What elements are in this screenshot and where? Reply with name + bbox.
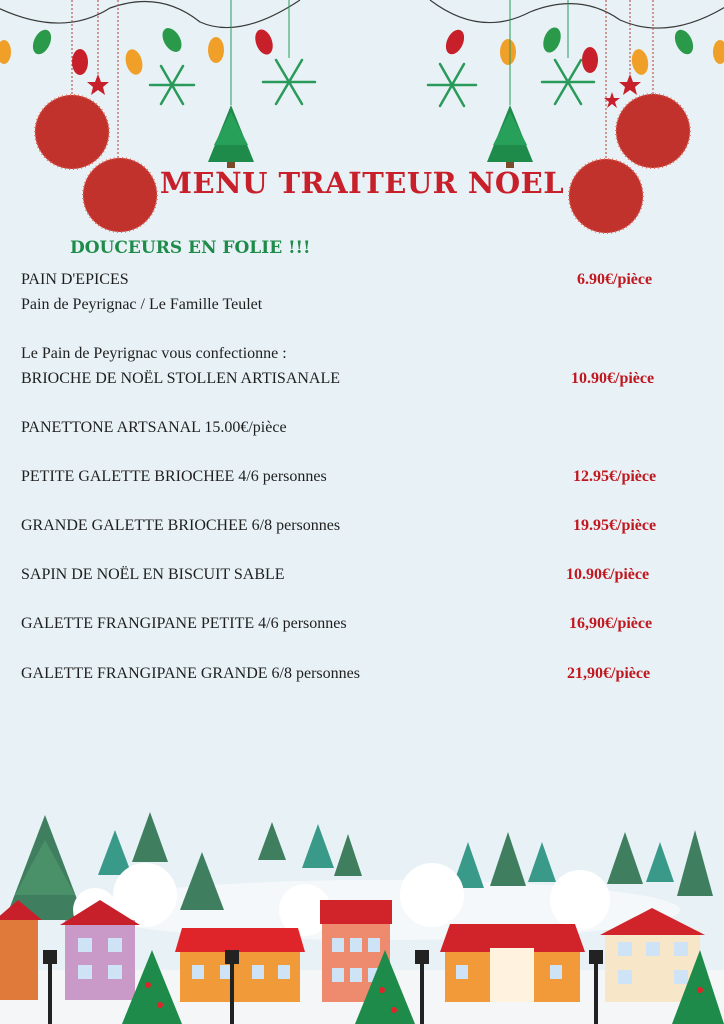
menu-item-name: GRANDE GALETTE BRIOCHEE 6/8 personnes: [21, 517, 341, 534]
christmas-tree-icon: [208, 0, 533, 168]
menu-item-name: BRIOCHE DE NOËL STOLLEN ARTISANALE: [21, 370, 341, 387]
light-string-left: [0, 0, 300, 28]
menu-item-price: 19.95€/pièce: [573, 517, 657, 534]
menu-item-name: SAPIN DE NOËL EN BISCUIT SABLE: [21, 566, 285, 583]
menu-item-price: 6.90€/pièce: [577, 271, 653, 288]
menu-item-price: 10.90€/pièce: [571, 370, 655, 387]
supplier-note: Le Pain de Peyrignac vous confectionne :: [21, 345, 287, 362]
christmas-lights-icon: [0, 25, 724, 77]
menu-item-price: 12.95€/pièce: [573, 468, 657, 485]
village-illustration: [0, 800, 724, 1024]
light-string-right: [430, 0, 724, 28]
menu-item-price: 16,90€/pièce: [569, 615, 653, 632]
menu-subtitle: DOUCEURS EN FOLIE !!!: [70, 238, 311, 258]
ornament-ball-icon: [35, 94, 690, 233]
menu-item-name: GALETTE FRANGIPANE PETITE 4/6 personnes: [21, 615, 347, 632]
menu-title: MENU TRAITEUR NOEL: [159, 166, 565, 200]
menu-item-name: PAIN D'EPICES: [21, 271, 129, 288]
menu-item-price: 21,90€/pièce: [567, 665, 651, 682]
menu-item-name: PANETTONE ARTSANAL 15.00€/pièce: [21, 419, 287, 436]
menu-item-name: GALETTE FRANGIPANE GRANDE 6/8 personnes: [21, 665, 360, 682]
snowflake-icon: [150, 60, 594, 106]
top-decoration: [0, 0, 724, 240]
menu-item-price: 10.90€/pièce: [566, 566, 650, 583]
menu-item-name: PETITE GALETTE BRIOCHEE 4/6 personnes: [21, 468, 327, 485]
supplier-line: Pain de Peyrignac / Le Famille Teulet: [21, 296, 263, 313]
